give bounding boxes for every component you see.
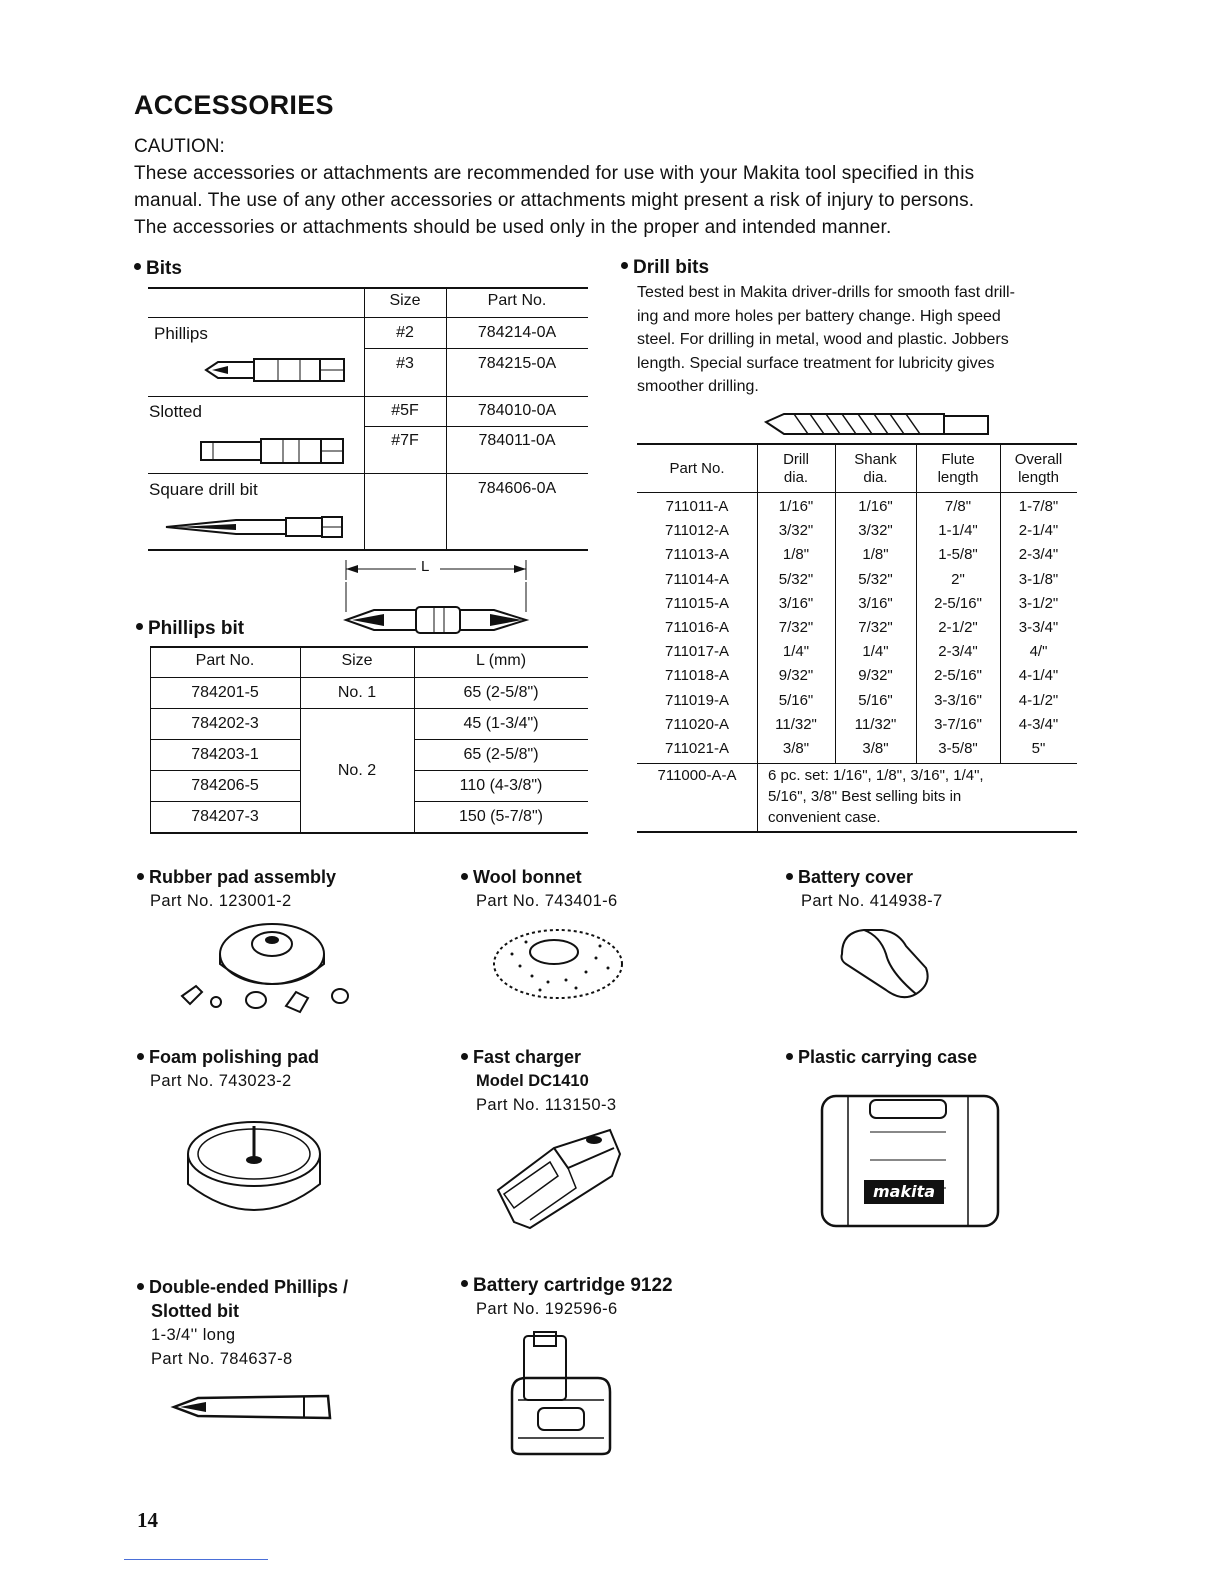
footer-rule — [124, 1559, 268, 1560]
db-part: 711014-A — [665, 570, 729, 588]
wool-bonnet-title-text: Wool bonnet — [473, 867, 582, 887]
table-rule — [148, 549, 588, 551]
set-desc-line: 5/16", 3/8" Best selling bits in — [768, 788, 962, 805]
db-value: 5" — [1031, 740, 1046, 757]
desc-line: length. Special surface treatment for lubricity gives — [637, 354, 995, 372]
pb-header: Part No. — [195, 652, 255, 669]
caution-line: The accessories or attachments should be used only in the proper and intended manner. — [134, 217, 892, 238]
db-header — [1000, 451, 1077, 487]
table-rule — [150, 708, 588, 709]
db-part: 711015-A — [665, 594, 729, 612]
foam-pad-part: Part No. 743023-2 — [150, 1072, 292, 1090]
foam-pad-title-text: Foam polishing pad — [149, 1047, 319, 1067]
phillips-bit-illustration — [204, 356, 346, 384]
db-value: 1-5/8" — [938, 546, 978, 564]
foam-pad-title — [137, 1047, 319, 1068]
db-value: 3/32" — [778, 522, 814, 540]
table-rule — [364, 348, 588, 349]
table-rule — [414, 646, 415, 832]
battery-cartridge-title — [461, 1275, 673, 1297]
db-value: 9/32" — [858, 667, 893, 685]
db-header-l1: Overall — [1014, 451, 1063, 468]
battery-cartridge-title-text: Battery cartridge 9122 — [473, 1275, 673, 1296]
bits-title-text: Bits — [146, 258, 182, 279]
bits-part: 784214-0A — [477, 324, 557, 341]
db-value: 5/32" — [858, 570, 893, 588]
db-value: 1/8" — [862, 546, 889, 564]
double-bit-title-text: Double-ended Phillips / — [149, 1277, 349, 1297]
bits-size: #2 — [396, 324, 414, 341]
db-value: 1/8" — [782, 546, 810, 564]
slotted-bit-illustration — [199, 436, 345, 466]
db-value: 3-5/8" — [938, 740, 978, 757]
bits-part: 784606-0A — [477, 480, 557, 497]
carrying-case-illustration — [818, 1088, 1004, 1232]
drill-bits-title-text: Drill bits — [633, 257, 710, 278]
pb-part: 784207-3 — [191, 808, 259, 825]
fast-charger-part: Part No. 113150-3 — [476, 1096, 617, 1114]
bits-part: 784215-0A — [477, 355, 557, 372]
db-value: 3-1/2" — [1018, 594, 1059, 612]
caution-label: CAUTION: — [134, 136, 225, 157]
db-value: 2-1/4" — [1018, 522, 1059, 540]
rubber-pad-illustration — [176, 918, 356, 1030]
db-value: 3-7/16" — [934, 715, 982, 733]
table-rule — [150, 832, 588, 834]
caution-line: manual. The use of any other accessories or attachments might present a risk of injury to persons. — [134, 190, 975, 211]
db-header-l2: dia. — [863, 469, 888, 486]
bits-size: #3 — [396, 355, 414, 372]
db-part: 711016-A — [665, 619, 729, 636]
bits-size: #7F — [391, 432, 419, 449]
db-part: 711017-A — [665, 643, 729, 661]
battery-cartridge-part: Part No. 192596-6 — [476, 1300, 618, 1318]
rubber-pad-title — [137, 867, 336, 888]
wool-bonnet-part: Part No. 743401-6 — [476, 892, 618, 910]
length-dimension-label: L — [421, 558, 430, 575]
db-header-l2: length — [1018, 469, 1059, 486]
pb-part: 784201-5 — [191, 684, 259, 701]
db-value: 4-1/2" — [1018, 691, 1059, 709]
db-value: 7/32" — [778, 619, 814, 636]
pb-length: 150 (5-7/8") — [459, 808, 543, 825]
db-value: 1-7/8" — [1018, 498, 1059, 515]
pb-part: 784202-3 — [191, 715, 259, 732]
db-set-description — [768, 765, 984, 828]
fast-charger-model: Model DC1410 — [476, 1072, 589, 1090]
carrying-case-title-text: Plastic carrying case — [798, 1047, 978, 1067]
table-rule — [637, 443, 1077, 445]
db-value: 3/8" — [782, 740, 810, 757]
battery-cover-title-text: Battery cover — [798, 867, 914, 887]
carrying-case-title — [786, 1047, 977, 1068]
pb-length: 65 (2-5/8") — [463, 684, 539, 701]
db-value: 2-3/4" — [1018, 546, 1059, 564]
wool-bonnet-illustration — [490, 926, 630, 1004]
db-value: 1/4" — [862, 643, 889, 661]
table-rule — [414, 801, 588, 802]
table-rule — [414, 739, 588, 740]
drill-bits-description — [637, 281, 1082, 399]
bits-header-size: Size — [389, 292, 421, 309]
bits-part: 784011-0A — [478, 432, 556, 449]
db-value: 9/32" — [778, 667, 814, 685]
db-part: 711013-A — [665, 546, 729, 564]
db-part: 711020-A — [665, 715, 729, 733]
fast-charger-illustration — [494, 1124, 624, 1234]
table-rule — [637, 831, 1077, 833]
phillips-bit-section-title — [136, 618, 244, 640]
double-bit-title — [137, 1277, 348, 1298]
db-value: 2-5/16" — [934, 594, 982, 612]
db-header-l2: length — [937, 469, 979, 486]
drill-bits-section-title — [621, 257, 709, 279]
page-number: 14 — [137, 1508, 158, 1532]
db-header: Part No. — [669, 460, 725, 477]
set-desc-line: 6 pc. set: 1/16", 1/8", 3/16", 1/4", — [768, 767, 984, 784]
page-title: ACCESSORIES — [134, 90, 334, 120]
db-header-l2: dia. — [783, 469, 809, 486]
db-part: 711021-A — [665, 740, 729, 757]
fast-charger-title — [461, 1047, 581, 1068]
phillips-double-bit-illustration — [344, 582, 530, 638]
db-part: 711012-A — [665, 522, 729, 540]
makita-logo: makita — [872, 1182, 936, 1201]
pb-header: L (mm) — [475, 652, 527, 669]
db-header — [916, 451, 1000, 487]
table-rule — [148, 317, 588, 318]
db-value: 5/16" — [778, 691, 814, 709]
rubber-pad-part: Part No. 123001-2 — [150, 892, 292, 910]
db-value: 7/8" — [944, 498, 972, 515]
table-rule — [150, 646, 151, 832]
db-value: 2-1/2" — [938, 619, 978, 636]
pb-size: No. 1 — [337, 684, 377, 701]
square-drill-label: Square drill bit — [149, 480, 258, 499]
db-value: 3/8" — [862, 740, 889, 757]
db-value: 2-3/4" — [938, 643, 978, 661]
db-value: 3-3/16" — [934, 691, 982, 709]
desc-line: steel. For drilling in metal, wood and plastic. Jobbers — [637, 331, 1009, 348]
db-value: 1/16" — [858, 498, 893, 515]
db-header-l1: Flute — [941, 451, 975, 468]
table-rule — [637, 763, 1077, 764]
wool-bonnet-title — [461, 867, 582, 888]
desc-line: smoother drilling. — [637, 378, 759, 395]
db-value: 1-1/4" — [938, 522, 978, 540]
battery-cover-part: Part No. 414938-7 — [801, 892, 943, 910]
pb-size-merged: No. 2 — [337, 762, 377, 779]
pb-header: Size — [341, 652, 373, 669]
pb-length: 45 (1-3/4") — [463, 715, 539, 732]
pb-part: 784206-5 — [191, 777, 259, 794]
db-set-part: 711000-A-A — [657, 767, 737, 784]
double-bit-length: 1-3/4'' long — [151, 1326, 236, 1344]
foam-pad-illustration — [184, 1118, 326, 1224]
db-value: 5/32" — [778, 570, 814, 588]
battery-cartridge-illustration — [508, 1330, 614, 1458]
table-rule — [150, 770, 300, 771]
set-desc-line: convenient case. — [768, 809, 881, 826]
drill-bit-illustration — [764, 410, 992, 438]
db-value: 3/32" — [858, 522, 893, 540]
caution-line: These accessories or attachments are recommended for use with your Makita tool specified in this — [134, 163, 975, 184]
db-part: 711019-A — [665, 691, 729, 709]
double-bit-illustration — [172, 1392, 334, 1422]
bits-part: 784010-0A — [477, 402, 557, 419]
slotted-label: Slotted — [149, 402, 202, 421]
table-rule — [148, 396, 588, 397]
db-header — [835, 451, 916, 487]
phillips-label: Phillips — [154, 324, 208, 343]
phillips-bit-title-text: Phillips bit — [148, 618, 245, 639]
db-value: 5/16" — [858, 691, 893, 709]
bits-size: #5F — [391, 402, 419, 419]
db-header — [757, 451, 835, 487]
double-bit-part: Part No. 784637-8 — [151, 1350, 293, 1368]
db-part: 711011-A — [665, 498, 729, 515]
caution-text — [134, 160, 1094, 241]
double-bit-title-line2: Slotted bit — [151, 1301, 239, 1321]
table-rule — [150, 739, 300, 740]
db-value: 7/32" — [858, 619, 893, 636]
length-dimension-arrow — [344, 558, 534, 582]
db-value: 3/16" — [858, 594, 893, 612]
table-rule — [150, 801, 300, 802]
bits-header-part: Part No. — [487, 292, 547, 309]
desc-line: ing and more holes per battery change. High speed — [637, 307, 1001, 325]
table-rule — [364, 426, 588, 427]
table-rule — [148, 473, 588, 474]
bits-section-title — [134, 258, 182, 280]
fast-charger-title-text: Fast charger — [473, 1047, 582, 1067]
table-rule — [300, 646, 301, 832]
square-drill-bit-illustration — [166, 514, 346, 538]
table-rule — [150, 646, 588, 648]
db-part: 711018-A — [665, 667, 729, 685]
table-rule — [150, 677, 588, 678]
db-value: 4-3/4" — [1018, 715, 1059, 733]
pb-part: 784203-1 — [191, 746, 259, 763]
table-rule — [637, 492, 1077, 493]
battery-cover-title — [786, 867, 913, 888]
table-rule — [148, 287, 588, 289]
desc-line: Tested best in Makita driver-drills for smooth fast drill- — [637, 284, 1015, 301]
db-value: 4/" — [1029, 643, 1048, 661]
battery-cover-illustration — [836, 924, 932, 1004]
db-value: 3-3/4" — [1018, 619, 1059, 636]
db-value: 1/4" — [782, 643, 810, 661]
table-rule — [414, 770, 588, 771]
db-value: 1/16" — [778, 498, 814, 515]
db-value: 11/32" — [854, 715, 897, 733]
db-value: 4-1/4" — [1018, 667, 1059, 685]
db-value: 2" — [951, 570, 965, 588]
rubber-pad-title-text: Rubber pad assembly — [149, 867, 337, 887]
db-header-l1: Shank — [854, 451, 897, 468]
pb-length: 110 (4-3/8") — [459, 777, 543, 794]
db-value: 3/16" — [778, 594, 814, 612]
db-value: 11/32" — [775, 715, 817, 733]
pb-length: 65 (2-5/8") — [463, 746, 539, 763]
db-value: 2-5/16" — [934, 667, 982, 685]
db-header-l1: Drill — [783, 451, 809, 468]
db-value: 3-1/8" — [1018, 570, 1059, 588]
